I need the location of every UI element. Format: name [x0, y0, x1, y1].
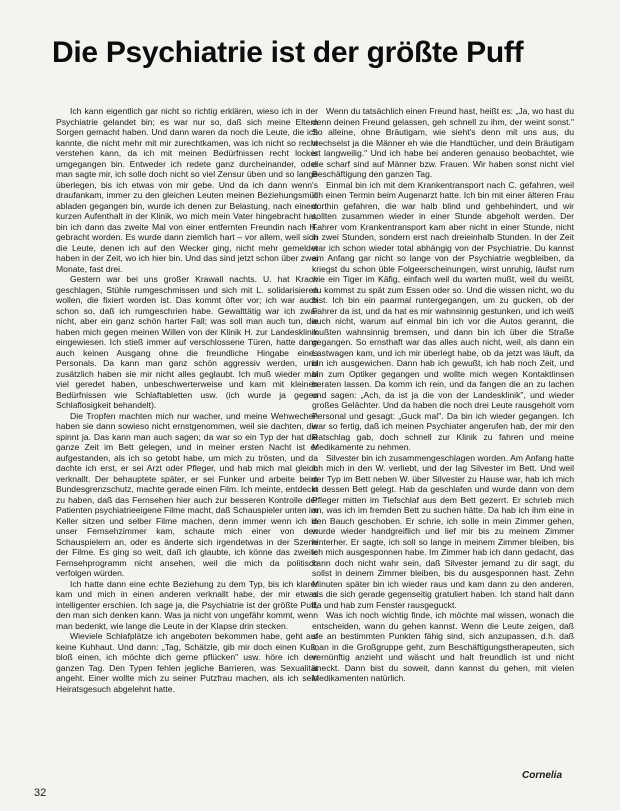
paragraph: Silvester bin ich zusammengeschlagen worden. Am Anfang hatte ich mich in den W. verliebt, und der lag Silvester im Bett. Und weil der Typ im Bett neben W. über Silvester zu Hause war, hab ich mich in dessen Bett gelegt. Hab da geschlafen und wurde dann von dem Pfleger mitten im Tiefschlaf aus dem Bett gezerrt. Er schrieb mich an, was ich im fremden Bett zu suchen hätte. Da hab ich ihm eine in den Bauch geschoben. Er schrie, ich solle in mein Zimmer gehen, wurde wieder handgreiflich und lief mir bis zu meinem Zimmer hinterher. Er sagte, ich soll so lange in meinem Zimmer bleiben, bis ich mich ausgesponnen habe. Im Zimmer hab ich dann gedacht, das kann doch nicht wahr sein, daß Silvester jemand zu dir sagt, du sollst in deinem Zimmer bleiben, bis du ausgesponnen hast. Zehn Minuten später bin ich wieder raus und kam dann zu den anderen, als die sich gerade gegenseitig gratuliert haben. Ich stand halt dann da und hab zum Fenster rausgeguckt.: [312, 452, 574, 610]
right-text-column: [312, 106, 574, 786]
paragraph: Was ich noch wichtig finde, ich möchte mal wissen, wonach die entscheiden, wann du gehen kannst. Wenn die Leute zeigen, daß sie an bestimmten Punkten fähig sind, sich anzupassen, d.h. daß man in die Großgruppe geht, zum Beschäftigungstherapeuten, sich vernünftig anzieht und wäscht und halt freundlich ist und nicht aneckt. Dann bist du soweit, dann kannst du gehen, mit vielen Medikamenten natürlich.: [312, 610, 574, 683]
paragraph: Einmal bin ich mit dem Krankentransport nach C. gefahren, weil ich einen Termin beim Augenarzt hatte. Ich bin mit einer älteren Frau dorthin gefahren, die war halb blind und gehbehindert, und wir sollten zusammen wieder in einer Stunde abgeholt werden. Der Fahrer vom Krankentransport kam aber nicht in einer Stunde, nicht in zwei Stunden, sondern erst nach dreieinhalb Stunden. In der Zeit war ich schon wieder total abhängig von der Psychiatrie. Du kannst am Anfang gar nicht so lange von der Psychiatrie wegbleiben, da kriegst du schon üble Folgeerscheinungen, wirst unruhig, läufst rum wie ein Tiger im Käfig, einfach weil du warten mußt, weil du weißt, du kommst zu spät zum Essen oder so. Und die wissen nicht, wo du bist. Ich bin ein paarmal runtergegangen, um zu gucken, ob der Fahrer da ist, und da hat es mir wahnsinnig gestunken, und ich weiß auch nicht, warum auf einmal bin ich vor die Autos gerannt, die mußten wahnsinnig bremsen, und dann bin ich über die Straße gegangen. So ernsthaft war das alles auch nicht, weil, als dann ein Lastwagen kam, und ich mir überlegt habe, ob da jetzt was läuft, da bin ich ausgewichen. Dann hab ich gewußt, ich hab noch Zeit, und bin zum Optiker gegangen und wollte mich wegen Kontaktlinsen beraten lassen. Da komm ich rein, und da fangen die an zu lachen und sagen: „Ach, da ist ja die von der Landesklinik", und wieder großes Gelächter. Und da haben die noch drei Leute rausgeholt vom Personal und gesagt: „Guck mal". Da bin ich wieder gegangen. Ich war so fertig, daß ich meinen Psychiater angerufen hab, der mir den Ratschlag gab, doch schnell zur Klinik zu fahren und meine Medikamente zu nehmen.: [312, 179, 574, 452]
paragraph: Die Tropfen machten mich nur wacher, und meine Wehwechen haben sie dann sowieso nicht ernstgenommen, weil sie dachten, die spinnt ja. Das kann man auch sagen; da war so ein Typ der hat die ganze Zeit im Bett gelegen, und in meiner ersten Nacht ist er aufgestanden, als ich so getobt habe, um mich zu trösten, und da dachte ich erst, er sei Arzt oder Pfleger, und hab mich mal gleich verknallt. Der behauptete später, er sei Funker und arbeite beim Bundesgrenzschutz, machte gerade einen Film. Ich meinte, entdeckt zu haben, daß das Fernsehen hier auch zur besseren Kontrolle der Patienten psychiatrieeigene Filme macht, daß Schauspieler unten im Keller sitzen und selber Filme machen, denn immer wenn ich in unser Fernsehzimmer kam, schaute mich einer von den Schauspielern an, oder es änderte sich irgendetwas in der Szene der Filme. Es ging so weit, daß ich glaubte, ich könne das zweite Fernsehprogramm nicht ansehen, weil die mich da politisch verfolgen würden.: [56, 410, 318, 578]
page-number: 32: [34, 787, 47, 799]
paragraph: Wenn du tatsächlich einen Freund hast, heißt es: „Ja, wo hast du denn deinen Freund gelassen, geh schnell zu ihm, der weint sonst." So alleine, ohne Bräutigam, wie sieht's denn mit uns aus, du wechselst ja die Männer eh wie die Handtücher, und dein Bräutigam ist langweilig." Und ich habe bei anderen genauso beobachtet, wie die scharf sind auf Männer bzw. Frauen. Wir haben sonst nicht viel Beschäftigung den ganzen Tag.: [312, 106, 574, 179]
author-signature: Cornelia: [522, 770, 563, 781]
paragraph: Gestern war bei uns großer Krawall nachts. U. hat Krach geschlagen, Stühle rumgeschmissen und sich mit L. solidarisieren wollen, die fixiert worden ist. Das kommt öfter vor; ich war auch schon so, daß ich rumgeschrien habe. Gewalttätig war ich zwar nicht, aber ein ganz schön harter Fall; was soll man auch tun, die haben mich gegen meinen Willen von der Klinik H. zur Landesklinik eingewiesen. Ich stieß immer auf verschlossene Türen, hatte dann auch keinen Ausgang ohne die freundliche Hingabe eines Personals. Da kann man ganz schön aggressiv werden, und zusätzlich haben sie mir nicht alles geglaubt. Ich muß wieder mal viel geredet haben, unbeschwerterweise und kam mit kleinen Bedürfnissen wie Schlaftabletten usw. (ich wurde ja gegen Schlaflosigkeit behandelt).: [56, 274, 318, 410]
paragraph: Ich hatte dann eine echte Beziehung zu dem Typ, bis ich klarer kam und mich in einen anderen verknallt habe, der mir etwas intelligenter erschien. Ich sage ja, die Psychiatrie ist der größte Puff, den man sich denken kann. Was ja nicht von ungefähr kommt, wenn man bedenkt, wie lange die Leute in der Klapse drin stecken.: [56, 578, 318, 631]
paragraph: Wieviele Schlafplätze ich angeboten bekommen habe, geht auf keine Kuhhaut. Und dann: „Tag, Schätzle, gib mir doch einen Kuß, bloß einen, ich möchte dich gerne pflücken" usw. höre ich den ganzen Tag. Den Typen fehlen jegliche Barrieren, was Sexualität angeht. Einer wollte mich zu seiner Putzfrau machen, als ich sein Heiratsgesuch abgelehnt hatte.: [56, 631, 318, 694]
paragraph: Ich kann eigentlich gar nicht so richtig erklären, wieso ich in der Psychiatrie gelandet bin; es war nur so, daß sich meine Eltern Sorgen gemacht haben. Und dann waren da noch die Leute, die ich kannte, die nicht mehr mit mir zurechtkamen, was ich nicht so recht verstehen kann, da ich mit meinen Bedürfnissen recht locker umgegangen bin. Entweder ich redete ganz durcheinander, oder man sagte mir, ich solle doch nicht so viel Zensur üben und so lange überlegen, bis ich etwas von mir gebe. Und da ich dann wenn's draufankam, immer zu den gleichen Leuten meinen Beziehungsmüll abladen gegangen bin, wurde ich denen zur Belastung, nach einem kurzen Aufenthalt in der Klinik, wo mich mein Vater hingebracht hat, bin ich dann das zweite Mal von einer entfernten Freundin nach H. gebracht worden. Es wurde dann ziemlich hart – vor allem, weil sich die Leute, denen ich auf den Wecker ging, nicht mehr gemeldet haben in der Zeit, wo ich hier bin. Und das sind jetzt schon über zwei Monate, fast drei.: [56, 106, 318, 274]
article-title: Die Psychiatrie ist der größte Puff: [52, 36, 524, 69]
left-text-column: [56, 106, 318, 786]
